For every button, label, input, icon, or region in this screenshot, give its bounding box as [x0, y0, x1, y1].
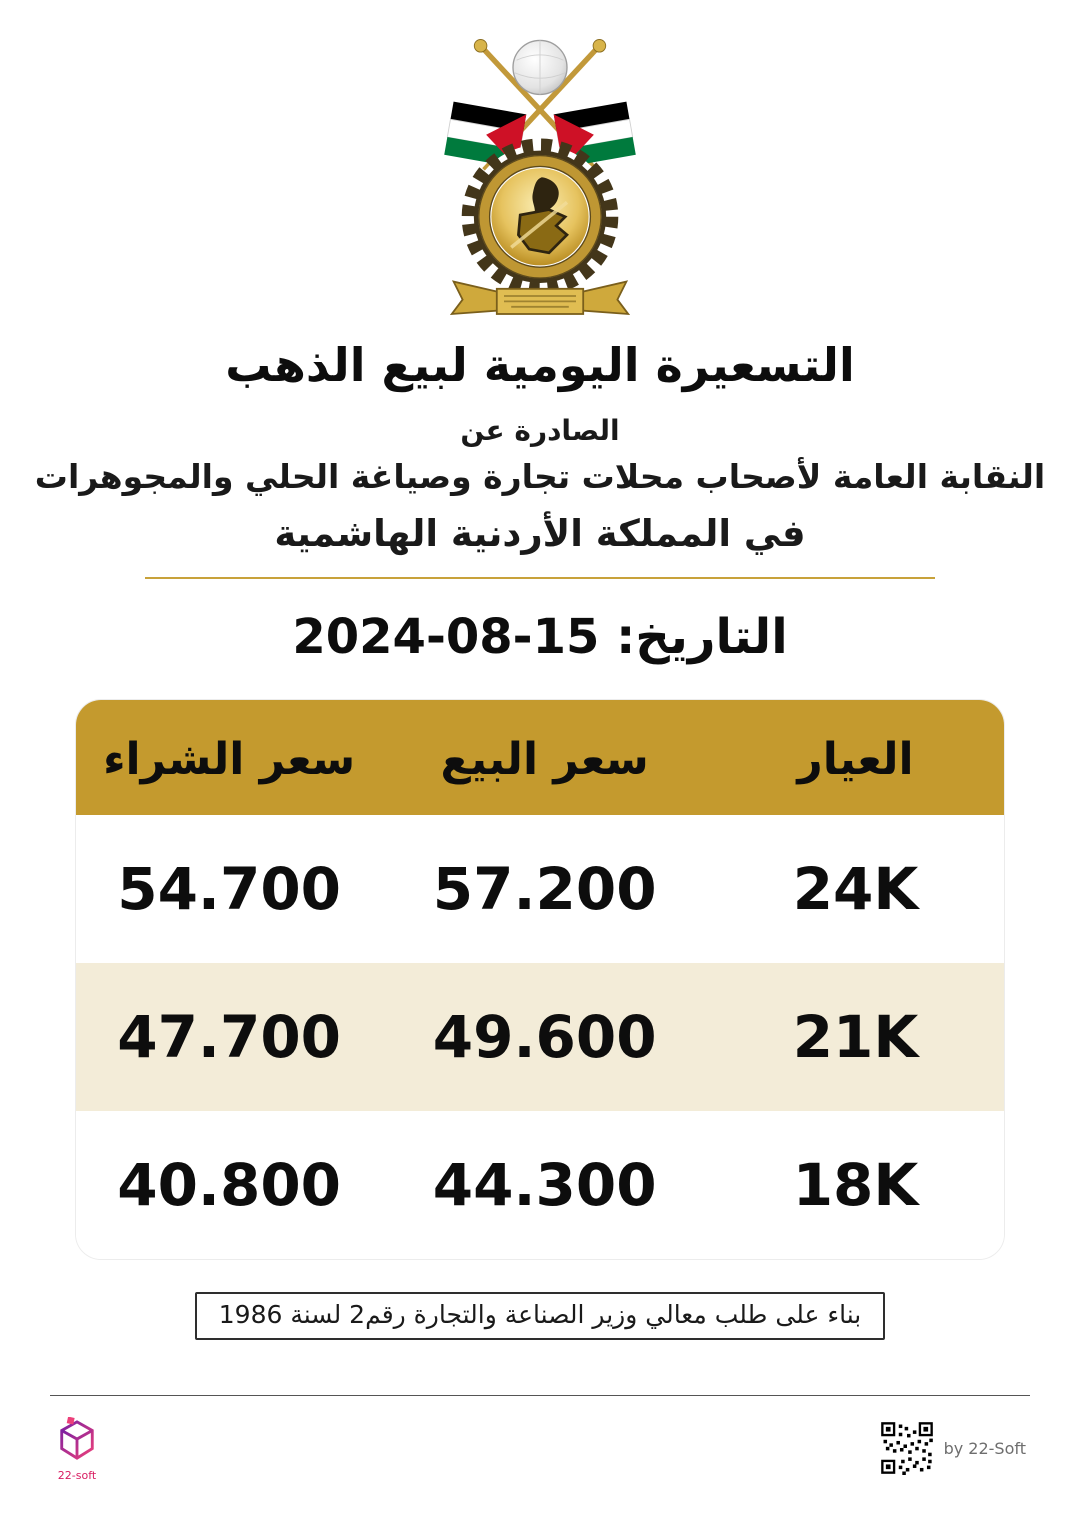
- credit-block: [880, 1421, 1026, 1475]
- ministerial-note: بناء على طلب معالي وزير الصناعة والتجارة رقم2 لسنة 1986: [195, 1292, 885, 1340]
- gold-divider: [145, 577, 935, 579]
- footer-divider: [50, 1395, 1030, 1396]
- syndicate-emblem-icon: [414, 26, 666, 332]
- issued-by-line: الصادرة عن: [460, 414, 620, 447]
- 22-soft-cube-logo-icon: [56, 1417, 98, 1463]
- karat-value: 24K: [792, 855, 919, 923]
- logo-area: [0, 0, 1080, 336]
- maker-logo-block: [56, 1417, 98, 1482]
- header-karat: العيار: [797, 734, 914, 785]
- table-row: [76, 1111, 1004, 1259]
- date-line: التاريخ: 15-08-2024: [292, 609, 788, 665]
- table-header-row: [76, 700, 1004, 815]
- table-row: [76, 963, 1004, 1111]
- header-sell-price: سعر البيع: [440, 734, 649, 785]
- buy-price-value: 54.700: [117, 855, 342, 923]
- header-buy-price: سعر الشراء: [103, 734, 356, 785]
- sell-price-value: 44.300: [432, 1151, 657, 1219]
- organization-name: النقابة العامة لأصحاب محلات تجارة وصياغة الحلي والمجوهرات: [34, 457, 1046, 496]
- table-row: [76, 815, 1004, 963]
- karat-value: 18K: [792, 1151, 919, 1219]
- footer: [0, 1377, 1080, 1527]
- buy-price-value: 40.800: [117, 1151, 342, 1219]
- note-area: [0, 1292, 1080, 1340]
- karat-value: 21K: [792, 1003, 919, 1071]
- credit-text: by 22-Soft: [943, 1438, 1026, 1458]
- sell-price-value: 57.200: [432, 855, 657, 923]
- gold-price-table: [75, 699, 1005, 1260]
- qr-code-icon: [880, 1421, 934, 1475]
- sell-price-value: 49.600: [432, 1003, 657, 1071]
- organization-location: في المملكة الأردنية الهاشمية: [274, 512, 806, 555]
- poster-title: التسعيرة اليومية لبيع الذهب: [225, 338, 855, 392]
- buy-price-value: 47.700: [117, 1003, 342, 1071]
- maker-logo-label: 22-soft: [57, 1469, 97, 1482]
